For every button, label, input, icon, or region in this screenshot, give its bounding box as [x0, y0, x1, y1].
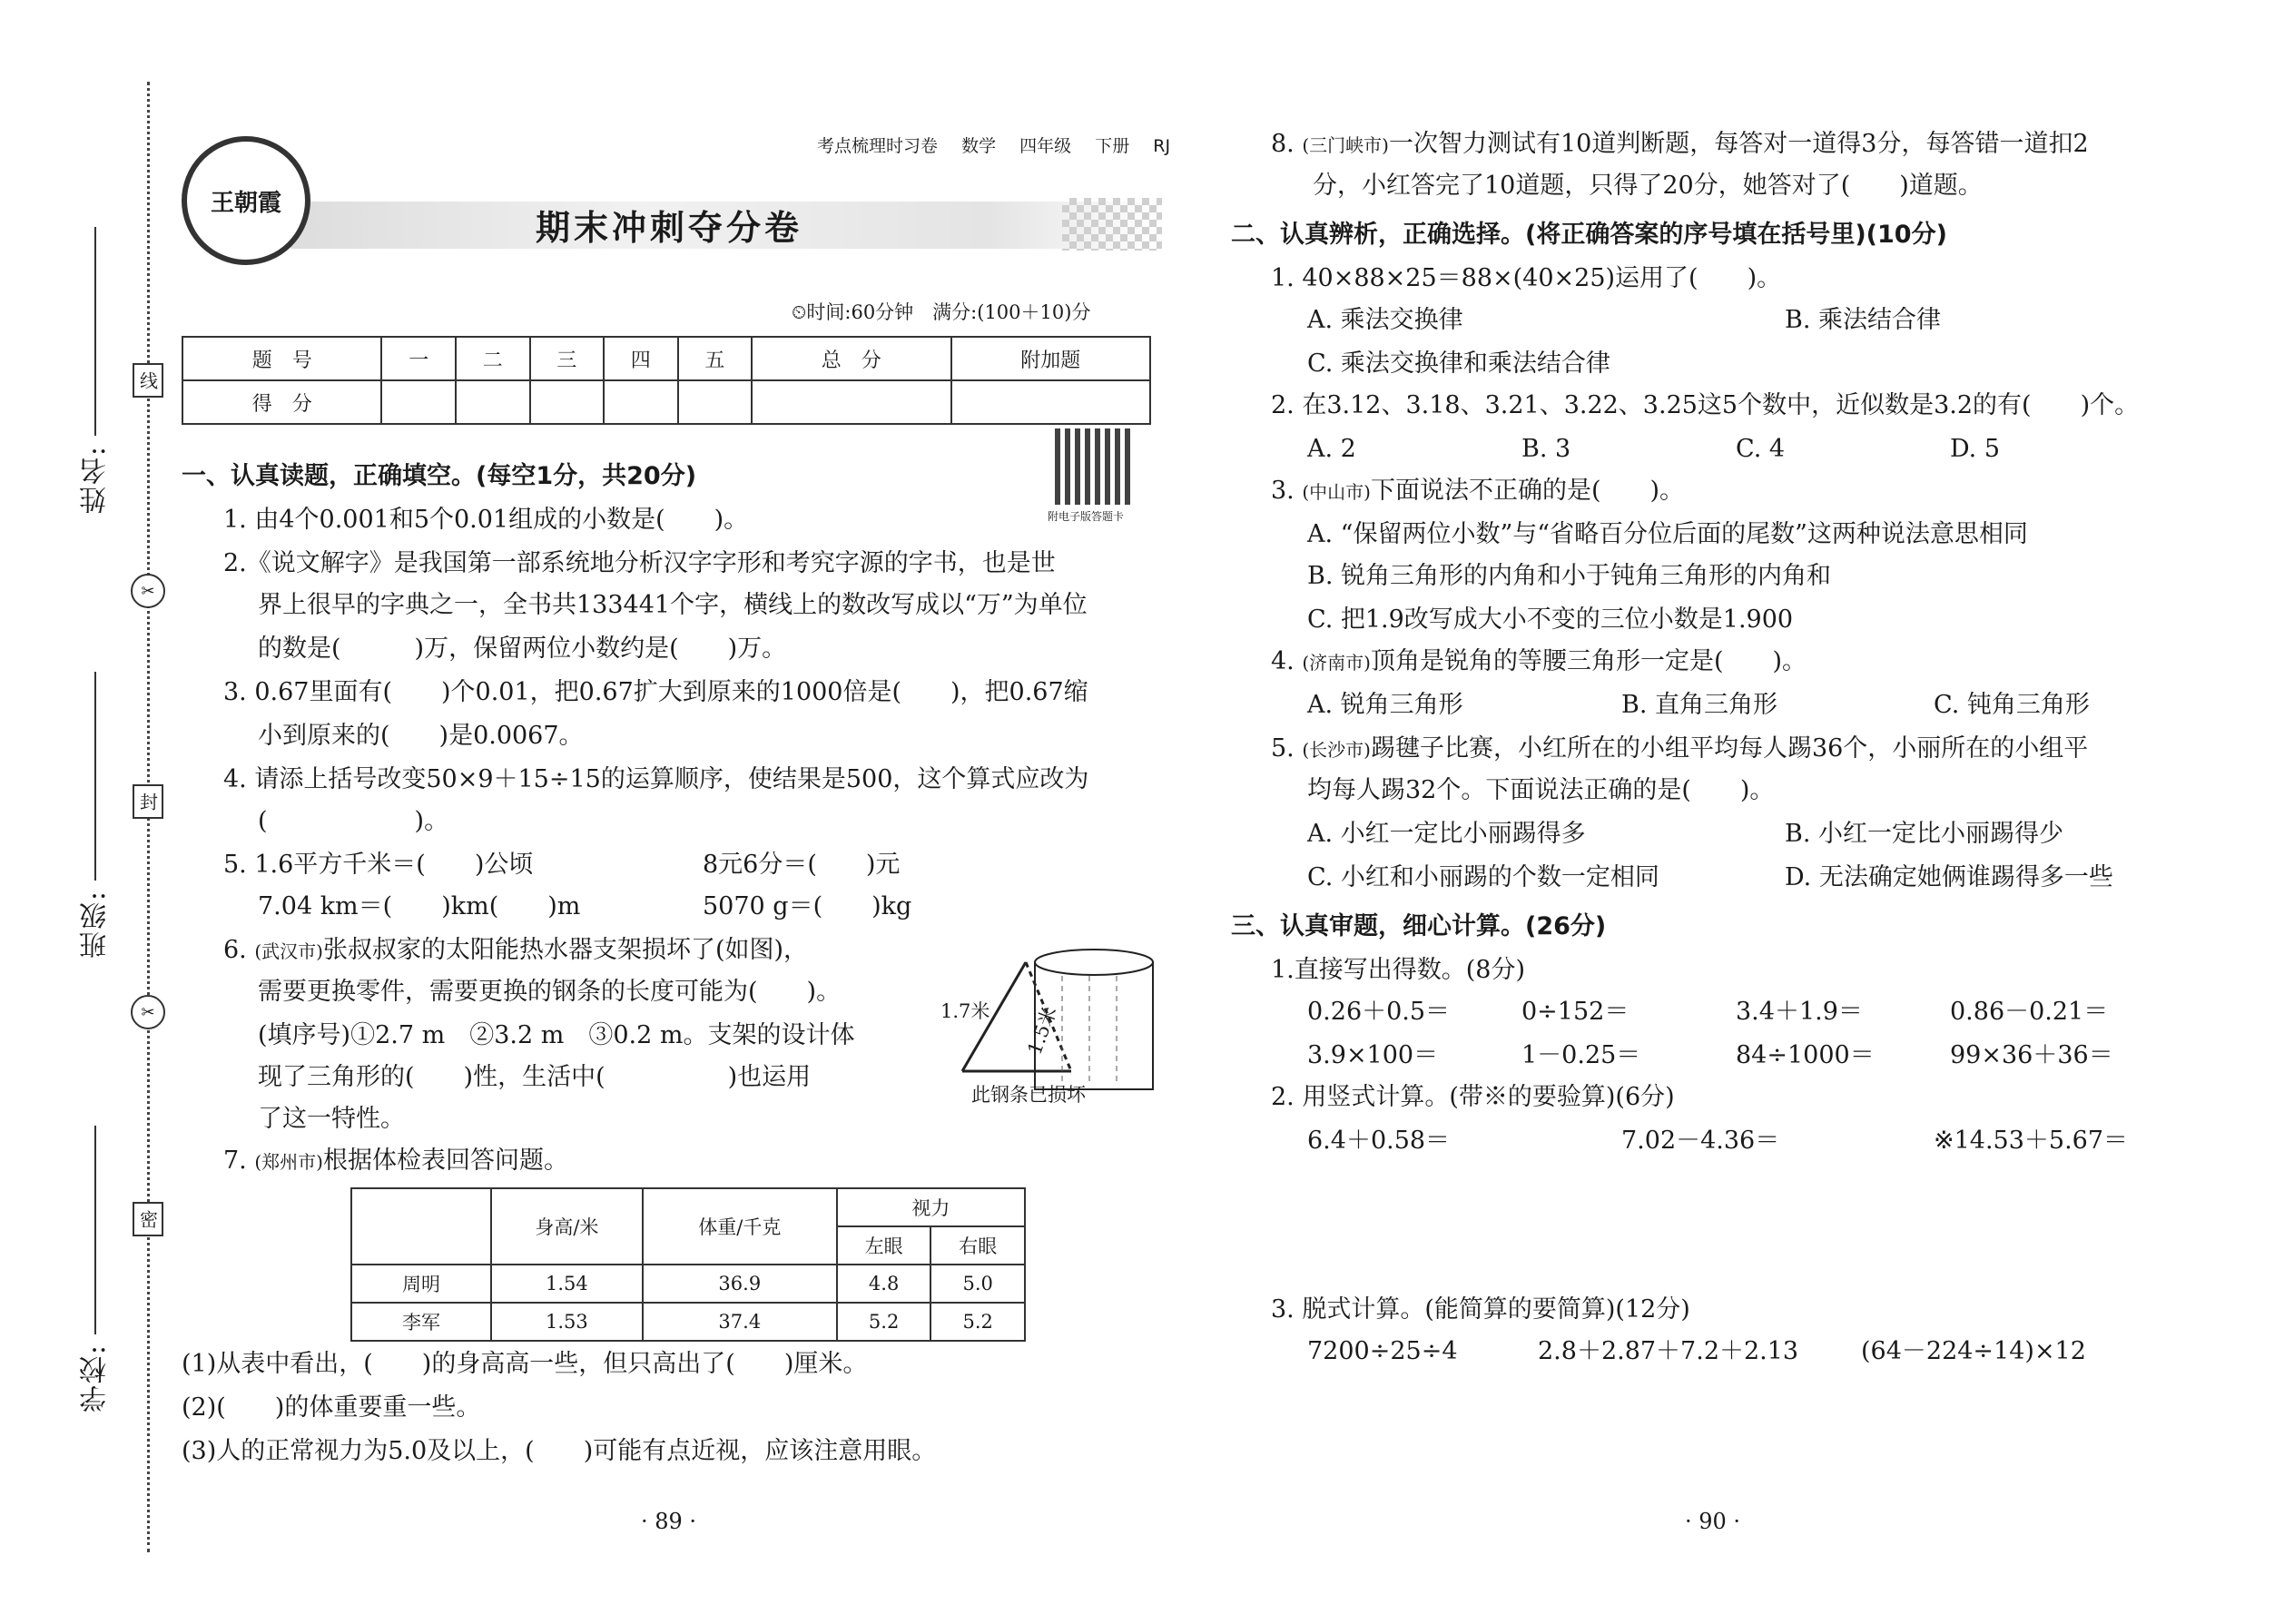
question-1-7-2: (2)( )的体重要重一些。 — [182, 1393, 481, 1422]
question-2-4-b: B. 直角三角形 — [1621, 691, 1778, 719]
score-header-cell: 四 — [604, 337, 678, 380]
score-blank-cell[interactable] — [456, 380, 530, 424]
question-2-4: 4. (济南市)顶角是锐角的等腰三角形一定是( )。 — [1271, 647, 1807, 675]
time-score-info: ⏲时间:60分钟 满分:(100＋10)分 — [792, 301, 1091, 323]
question-1-7-title: 7. (郑州市)根据体检表回答问题。 — [223, 1147, 568, 1175]
table-cell: 1.54 — [491, 1265, 643, 1303]
question-1-7-3: (3)人的正常视力为5.0及以上，( )可能有点近视，应该注意用眼。 — [182, 1437, 937, 1465]
question-1-6-line4: 现了三角形的( )性，生活中( )也运用 — [258, 1063, 812, 1091]
city-tag: (济南市) — [1302, 652, 1371, 674]
question-1-1: 1. 由4个0.001和5个0.01组成的小数是( )。 — [223, 506, 749, 534]
cut-mark-xian: 线 — [133, 363, 163, 398]
question-2-5-line1: 5. (长沙市)踢毽子比赛，小红所在的小组平均每人踢36个，小丽所在的小组平 — [1271, 734, 2089, 763]
question-1-8-line2: 分，小红答完了10道题，只得了20分，她答对了( )道题。 — [1313, 172, 1983, 200]
health-check-table — [350, 1187, 1026, 1342]
question-1-3-line1: 3. 0.67里面有( )个0.01，把0.67扩大到原来的1000倍是( )，把0.67缩 — [223, 678, 1088, 706]
table-cell: 4.8 — [837, 1265, 931, 1303]
score-blank-cell[interactable] — [678, 380, 753, 424]
cut-mark-feng: 封 — [133, 784, 163, 819]
question-1-5-a: 5. 1.6平方千米＝( )公顷 — [223, 851, 534, 879]
question-2-2-a: A. 2 — [1307, 435, 1356, 463]
class-blank-line — [94, 672, 96, 881]
scissors-icon: ✂ — [131, 995, 165, 1029]
figure-caption: 此钢条已损坏 — [971, 1084, 1086, 1106]
series-volume: 下册 — [1095, 136, 1130, 156]
question-1-6-line2: 需要更换零件，需要更换的钢条的长度可能为( )。 — [258, 978, 842, 1006]
calc-item: 3.9×100＝ — [1307, 1041, 1439, 1069]
question-2-2-d: D. 5 — [1950, 435, 2001, 463]
section2-title: 二、认真辨析，正确选择。(将正确答案的序号填在括号里)(10分) — [1231, 221, 1947, 249]
question-1-6-line3: (填序号)①2.7 m ②3.2 m ③0.2 m。支架的设计体 — [258, 1021, 855, 1049]
section3-title: 三、认真审题，细心计算。(26分) — [1231, 912, 1607, 940]
question-2-3-b: B. 锐角三角形的内角和小于钝角三角形的内角和 — [1307, 562, 1832, 590]
question-1-2-line2: 界上很早的字典之一，全书共133441个字，横线上的数改写成以“万”为单位 — [258, 591, 1088, 619]
question-1-6-line5: 了这一特性。 — [258, 1105, 405, 1133]
qr-caption: 附电子版答题卡 — [1048, 510, 1125, 523]
score-blank-cell[interactable] — [604, 380, 678, 424]
table-subheader: 右眼 — [930, 1226, 1025, 1265]
table-corner-cell — [351, 1188, 491, 1265]
table-cell: 李军 — [351, 1303, 491, 1341]
question-1-6-text: 张叔叔家的太阳能热水器支架损坏了(如图)， — [322, 936, 809, 964]
question-2-1-b: B. 乘法结合律 — [1785, 306, 1942, 334]
score-header-cell: 附加题 — [951, 337, 1150, 380]
question-2-2: 2. 在3.12、3.18、3.21、3.22、3.25这5个数中，近似数是3.2的有( )个。 — [1271, 391, 2140, 419]
question-1-7-text: 根据体检表回答问题。 — [322, 1147, 568, 1175]
score-table — [182, 336, 1151, 425]
question-2-1: 1. 40×88×25＝88×(40×25)运用了( )。 — [1271, 264, 1782, 292]
table-cell: 37.4 — [643, 1303, 837, 1341]
table-header: 体重/千克 — [643, 1188, 837, 1265]
name-label: 姓名: — [80, 445, 112, 515]
table-cell: 5.2 — [930, 1303, 1025, 1341]
question-1-6-line1: 6. (武汉市)张叔叔家的太阳能热水器支架损坏了(如图)， — [223, 936, 809, 964]
question-2-1-c: C. 乘法交换律和乘法结合律 — [1307, 349, 1610, 378]
city-tag: (三门峡市) — [1302, 134, 1389, 156]
question-2-4-a: A. 锐角三角形 — [1307, 691, 1463, 719]
school-blank-line — [94, 1126, 96, 1334]
question-2-3-text: 下面说法不正确的是( )。 — [1370, 477, 1685, 505]
score-row-label: 得 分 — [182, 380, 381, 424]
page-number-right: · 90 · — [1685, 1509, 1741, 1534]
question-2-5-d: D. 无法确定她俩谁踢得多一些 — [1785, 863, 2113, 891]
score-header-cell: 三 — [530, 337, 605, 380]
stepwise-calc-item: (64－224÷14)×12 — [1861, 1337, 2086, 1365]
question-1-5-c: 7.04 km＝( )km( )m — [258, 892, 581, 920]
vertical-calc-item: 7.02－4.36＝ — [1621, 1127, 1780, 1155]
score-header-cell: 总 分 — [752, 337, 950, 380]
calc-item: 0÷152＝ — [1521, 998, 1629, 1026]
calc-item: 0.26＋0.5＝ — [1307, 998, 1451, 1026]
question-1-2-line1: 2.《说文解字》是我国第一部系统地分析汉字字形和考究字源的字书，也是世 — [223, 549, 1056, 577]
table-subheader: 左眼 — [837, 1226, 931, 1265]
question-2-5-text: 踢毽子比赛，小红所在的小组平均每人踢36个，小丽所在的小组平 — [1370, 734, 2089, 763]
table-header: 视力 — [837, 1188, 1025, 1226]
question-2-3-c: C. 把1.9改写成大小不变的三位小数是1.900 — [1307, 605, 1794, 634]
question-2-2-b: B. 3 — [1521, 435, 1571, 463]
city-tag: (郑州市) — [254, 1151, 323, 1173]
question-2-2-c: C. 4 — [1736, 435, 1786, 463]
table-cell: 周明 — [351, 1265, 491, 1303]
question-3-3: 3. 脱式计算。(能简算的要简算)(12分) — [1271, 1295, 1690, 1324]
question-1-4-line2: ( )。 — [258, 807, 449, 835]
school-label: 学校: — [80, 1343, 112, 1413]
name-blank-line — [94, 227, 96, 436]
question-1-7-1: (1)从表中看出，( )的身高高一些，但只高出了( )厘米。 — [182, 1350, 868, 1378]
qr-code[interactable] — [1055, 428, 1131, 505]
section1-title: 一、认真读题，正确填空。(每空1分，共20分) — [182, 462, 697, 490]
stepwise-calc-item: 2.8＋2.87＋7.2＋2.13 — [1538, 1337, 1799, 1365]
score-header-cell: 五 — [678, 337, 753, 380]
table-row — [351, 1265, 1025, 1303]
page-title: 期末冲刺夺分卷 — [536, 208, 803, 248]
calc-item: 1－0.25＝ — [1521, 1041, 1641, 1069]
score-header-cell: 题 号 — [182, 337, 381, 380]
question-2-3: 3. (中山市)下面说法不正确的是( )。 — [1271, 477, 1685, 505]
figure-label-left: 1.7米 — [940, 1000, 990, 1022]
calc-item: 0.86－0.21＝ — [1950, 998, 2109, 1026]
question-2-5-b: B. 小红一定比小丽踢得少 — [1785, 820, 2064, 848]
question-1-2-line3: 的数是( )万，保留两位小数约是( )万。 — [258, 635, 787, 663]
question-1-8-line1: 8. (三门峡市)一次智力测试有10道判断题，每答对一道得3分，每答错一道扣2 — [1271, 130, 2089, 158]
question-1-3-line2: 小到原来的( )是0.0067。 — [258, 722, 584, 750]
question-3-1: 1.直接写出得数。(8分) — [1271, 956, 1526, 984]
calc-item: 3.4＋1.9＝ — [1736, 998, 1863, 1026]
checker-decoration — [1062, 198, 1162, 251]
question-3-2: 2. 用竖式计算。(带※的要验算)(6分) — [1271, 1083, 1675, 1111]
city-tag: (长沙市) — [1302, 739, 1371, 761]
score-blank-cell[interactable] — [951, 380, 1150, 424]
figure-label-right: 1.5米 — [1023, 1003, 1061, 1058]
class-label: 班级: — [80, 890, 112, 960]
score-blank-cell[interactable] — [752, 380, 950, 424]
vertical-calc-item: 6.4＋0.58＝ — [1307, 1127, 1451, 1155]
question-1-5-b: 8元6分＝( )元 — [703, 851, 901, 879]
question-2-4-text: 顶角是锐角的等腰三角形一定是( )。 — [1370, 647, 1807, 675]
series-subject: 数学 — [961, 136, 997, 156]
question-1-4-line1: 4. 请添上括号改变50×9＋15÷15的运算顺序，使结果是500，这个算式应改为 — [223, 765, 1089, 793]
question-2-4-c: C. 钝角三角形 — [1934, 691, 2090, 719]
table-row — [351, 1303, 1025, 1341]
question-1-8-text: 一次智力测试有10道判断题，每答对一道得3分，每答错一道扣2 — [1388, 130, 2089, 158]
stepwise-calc-item: 7200÷25÷4 — [1307, 1337, 1458, 1365]
question-2-1-a: A. 乘法交换律 — [1307, 306, 1463, 334]
question-2-5-line2: 均每人踢32个。下面说法正确的是( )。 — [1307, 776, 1775, 804]
table-cell: 5.0 — [930, 1265, 1025, 1303]
question-1-5-d: 5070 g＝( )kg — [703, 892, 912, 920]
table-header: 身高/米 — [491, 1188, 643, 1265]
city-tag: (中山市) — [1302, 481, 1371, 503]
score-header-cell: 二 — [456, 337, 530, 380]
calc-item: 84÷1000＝ — [1736, 1041, 1875, 1069]
question-2-5-c: C. 小红和小丽踢的个数一定相同 — [1307, 863, 1659, 891]
score-blank-cell[interactable] — [381, 380, 456, 424]
table-cell: 5.2 — [837, 1303, 931, 1341]
series-grade: 四年级 — [1019, 136, 1072, 156]
series-name: 考点梳理时习卷 — [817, 136, 939, 156]
calc-item: 99×36＋36＝ — [1950, 1041, 2113, 1069]
question-2-3-a: A. “保留两位小数”与“省略百分位后面的尾数”这两种说法意思相同 — [1307, 520, 2028, 548]
brand-logo: 王朝霞 — [182, 136, 310, 265]
question-2-5-a: A. 小红一定比小丽踢得多 — [1307, 820, 1586, 848]
vertical-calc-item: ※14.53＋5.67＝ — [1934, 1127, 2129, 1155]
scissors-icon: ✂ — [131, 574, 165, 608]
table-cell: 36.9 — [643, 1265, 837, 1303]
city-tag: (武汉市) — [254, 940, 323, 962]
series-edition: RJ — [1153, 136, 1171, 156]
series-info — [817, 133, 1188, 157]
score-header-cell: 一 — [381, 337, 456, 380]
page-number-left: · 89 · — [641, 1509, 697, 1534]
table-cell: 1.53 — [491, 1303, 643, 1341]
score-blank-cell[interactable] — [530, 380, 605, 424]
cut-mark-mi: 密 — [133, 1202, 163, 1236]
